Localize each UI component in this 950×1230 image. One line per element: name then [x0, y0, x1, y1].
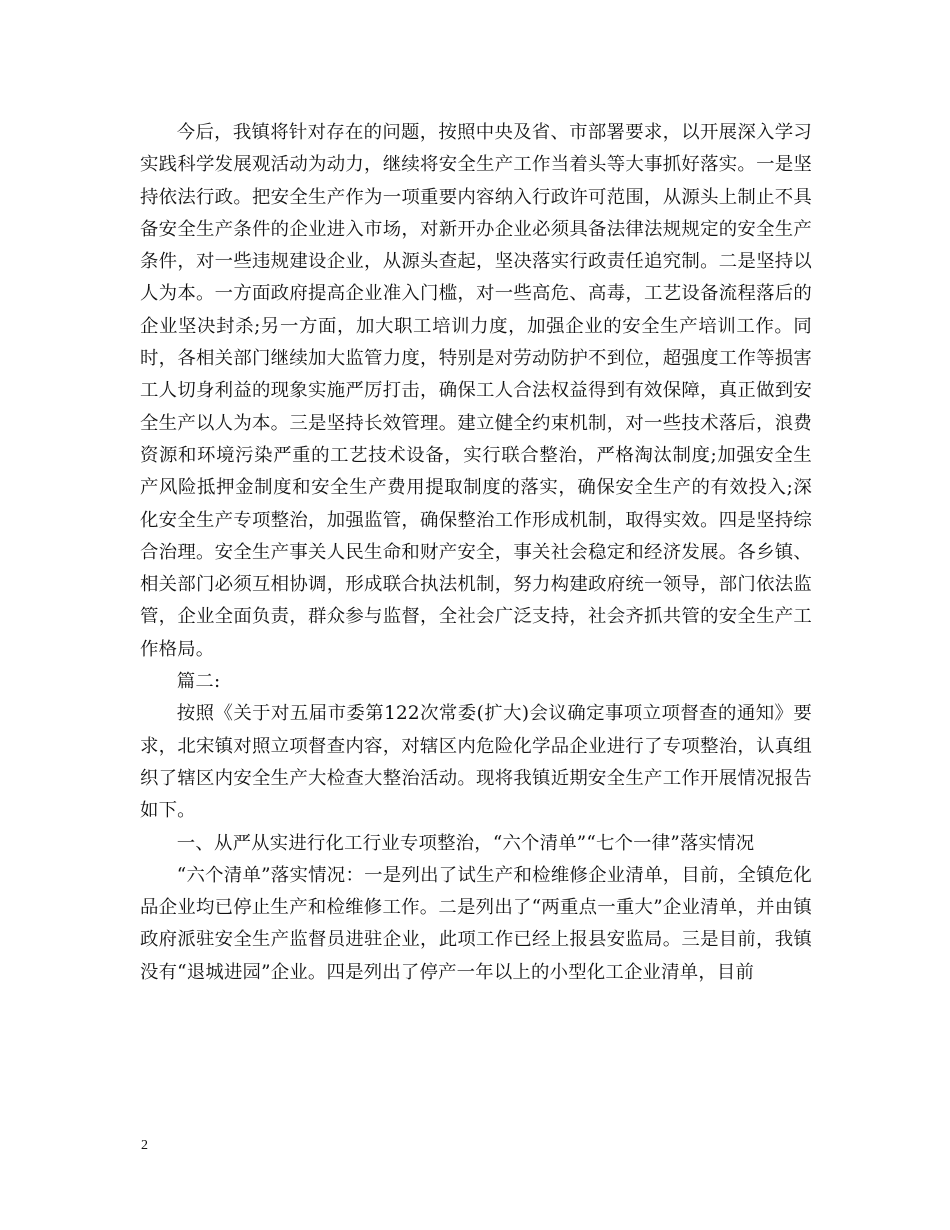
paragraph-future-plans: 今后，我镇将针对存在的问题，按照中央及省、市部署要求，以开展深入学习实践科学发展观活动为动力，继续将安全生产工作当着头等大事抓好落实。一是坚持依法行政。把安全生产作为一项重要内容纳入行政许可范围，从源头上制止不具备安全生产条件的企业进入市场，对新开办企业必须具备法律法规规定的安全生产条件，对一些违规建设企业，从源头查起，坚决落实行政责任追究制。二是坚持以人为本。一方面政府提高企业准入门槛，对一些高危、高毒，工艺设备流程落后的企业坚决封杀;另一方面，加大职工培训力度，加强企业的安全生产培训工作。同时，各相关部门继续加大监管力度，特别是对劳动防护不到位，超强度工作等损害工人切身利益的现象实施严厉打击，确保工人合法权益得到有效保障，真正做到安全生产以人为本。三是坚持长效管理。建立健全约束机制，对一些技术落后，浪费资源和环境污染严重的工艺技术设备，实行联合整治，严格淘汰制度;加强安全生产风险抵押金制度和安全生产费用提取制度的落实，确保安全生产的有效投入;深化安全生产专项整治，加强监管，确保整治工作形成机制，取得实效。四是坚持综合治理。安全生产事关人民生命和财产安全，事关社会稳定和经济发展。各乡镇、相关部门必须互相协调，形成联合执法机制，努力构建政府统一领导，部门依法监管，企业全面负责，群众参与监督，全社会广泛支持，社会齐抓共管的安全生产工作格局。 [140, 122, 812, 660]
paragraph-section-one-title: 一、从严从实进行化工行业专项整治，“六个清单”“七个一律”落实情况 [176, 832, 755, 854]
document-body [140, 117, 812, 989]
page-number: 2 [141, 1138, 148, 1153]
paragraph-report-intro: 按照《关于对五届市委第122次常委(扩大)会议确定事项立项督查的通知》要求，北宋镇对照立项督查内容，对辖区内危险化学品企业进行了专项整治，认真组织了辖区内安全生产大检查大整治活动。现将我镇近期安全生产工作开展情况报告如下。 [140, 703, 812, 822]
paragraph-section-heading: 篇二: [176, 671, 221, 693]
paragraph-six-lists: “六个清单”落实情况：一是列出了试生产和检维修企业清单，目前，全镇危化品企业均已停止生产和检维修工作。二是列出了“两重点一重大”企业清单，并由镇政府派驻安全生产监督员进驻企业，此项工作已经上报县安监局。三是目前，我镇没有“退城进园”企业。四是列出了停产一年以上的小型化工企业清单，目前 [140, 864, 812, 983]
